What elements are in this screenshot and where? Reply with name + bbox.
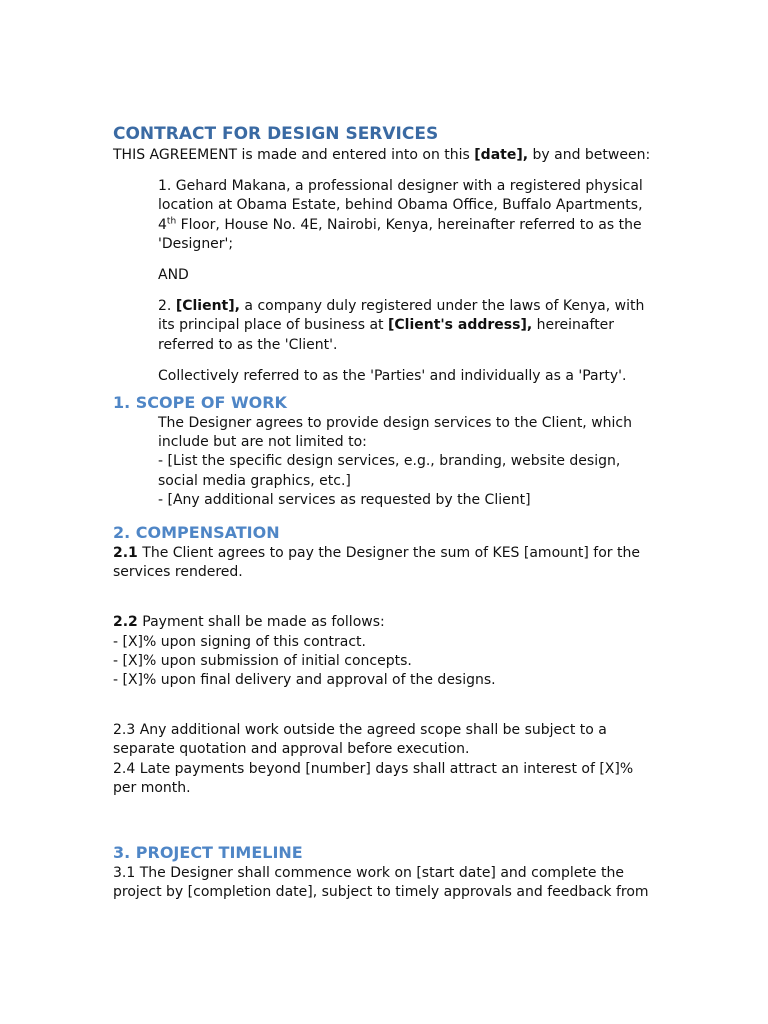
payment-item: - [X]% upon final delivery and approval of the designs. [113, 672, 496, 689]
date-placeholder: [date], [474, 147, 529, 163]
document-title: CONTRACT FOR DESIGN SERVICES [113, 124, 439, 144]
section-heading-timeline: 3. PROJECT TIMELINE [113, 843, 303, 863]
scope-line: - [List the specific design services, e.g., branding, website design, social media graphics, etc.] [158, 453, 621, 489]
clause-2-2 [113, 613, 658, 632]
collective-definition: Collectively referred to as the 'Parties' and individually as a 'Party'. [158, 367, 627, 384]
clause-2-3: 2.3 Any additional work outside the agreed scope shall be subject to a separate quotation and approval before execution. [113, 722, 607, 758]
party-client-text-end: hereinafter referred to as the 'Client'. [158, 317, 615, 353]
clause-text: The Client agrees to pay the Designer the sum of KES [amount] for the services rendered. [113, 545, 640, 581]
intro-text: THIS AGREEMENT is made and entered into on this [113, 147, 475, 163]
party-designer-text-end: Floor, House No. 4E, Nairobi, Kenya, hereinafter referred to as the 'Designer'; [158, 216, 642, 252]
client-address-placeholder: [Client's address], [387, 317, 533, 334]
ordinal-suffix: th [166, 215, 177, 226]
scope-line: - [Any additional services as requested by the Client] [158, 491, 531, 508]
party-client-text: a company duly registered under the laws of Kenya, with its principal place of business at [158, 298, 645, 334]
party-client [158, 297, 658, 355]
party-designer [158, 177, 658, 254]
payment-item: - [X]% upon submission of initial concepts. [113, 652, 412, 669]
clause-2-1 [113, 544, 658, 582]
client-placeholder: [Client], [175, 298, 240, 315]
intro-text-end: by and between: [528, 147, 651, 163]
and-text: AND [158, 267, 189, 284]
scope-line: The Designer agrees to provide design services to the Client, which include but are not limited to: [158, 415, 632, 451]
section-heading-scope: 1. SCOPE OF WORK [113, 393, 287, 413]
intro-paragraph [113, 146, 658, 165]
payment-item: - [X]% upon signing of this contract. [113, 633, 366, 650]
clause-number: 2.2 [113, 614, 138, 631]
party-designer-text: 1. Gehard Makana, a professional designer with a registered physical location at Obama Estate, behind Obama Office, Buffalo Apartments, 4 [158, 178, 643, 233]
clause-text: Payment shall be made as follows: [137, 614, 385, 631]
clause-3-1: 3.1 The Designer shall commence work on [start date] and complete the project by [completion date], subject to timely approvals and feedback from [113, 865, 649, 901]
clause-2-4: 2.4 Late payments beyond [number] days shall attract an interest of [X]% per month. [113, 760, 634, 796]
party-client-number: 2. [158, 298, 176, 315]
clause-number: 2.1 [113, 545, 138, 562]
section-heading-compensation: 2. COMPENSATION [113, 523, 280, 543]
contract-document [113, 122, 658, 902]
